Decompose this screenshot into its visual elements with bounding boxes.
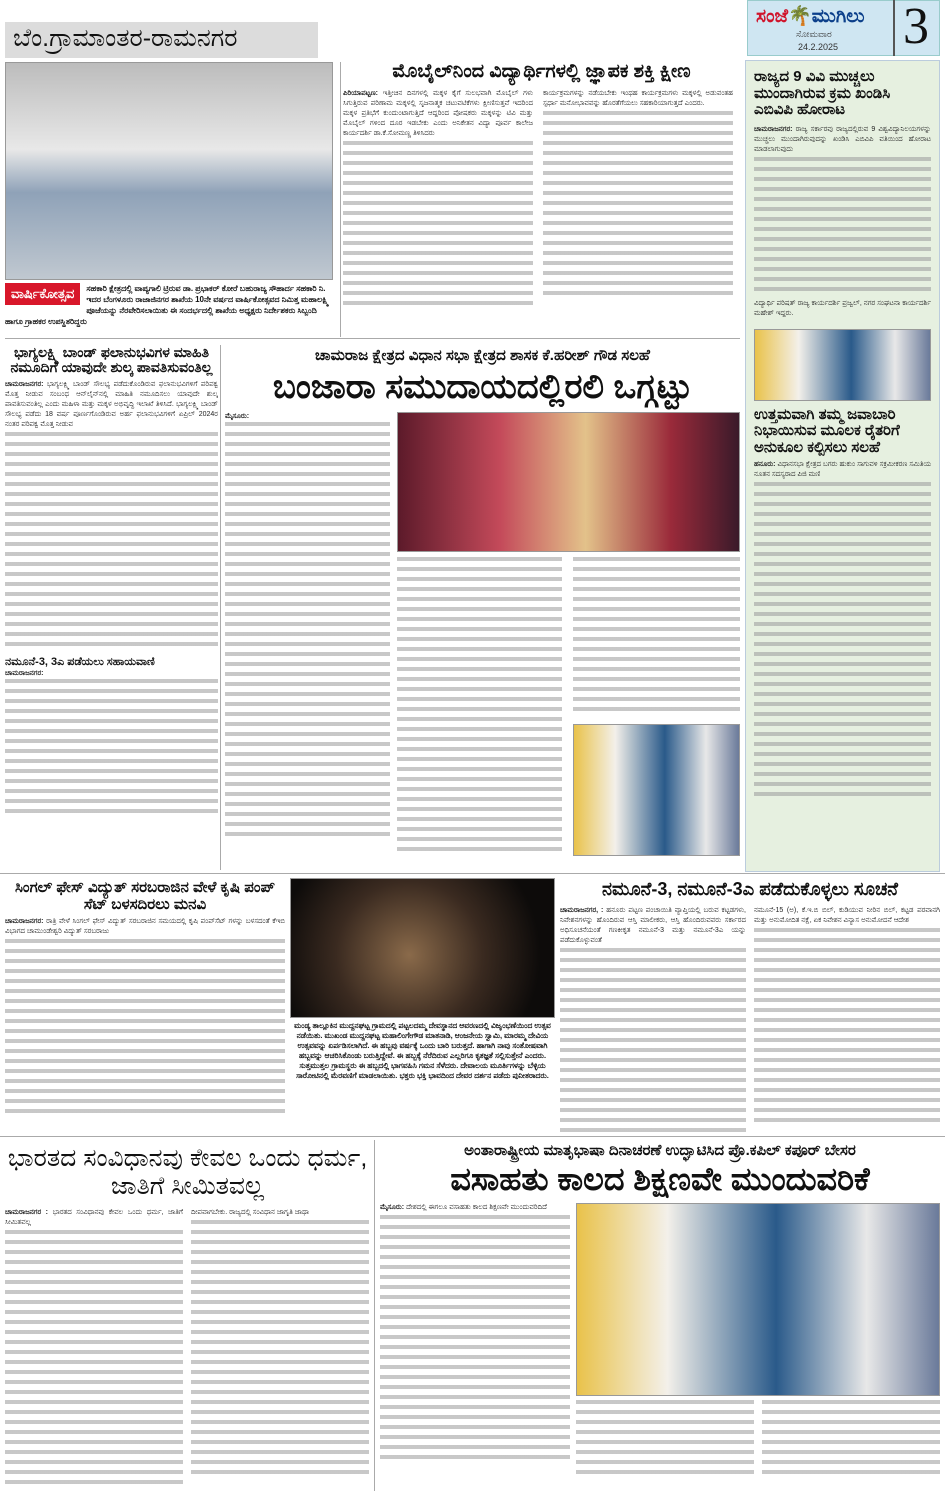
issue-date: 24.2.2025 (798, 42, 839, 52)
subheading: ನಮೂನೆ-3, 3ಎ ಪಡೆಯಲು ಸಹಾಯವಾಣಿ (5, 655, 155, 668)
tail-text: ವಿದ್ಯಾರ್ಥಿ ಪರಿಷತ್ ರಾಜ್ಯ ಕಾರ್ಯದರ್ಶಿ ಪ್ರಜ್ವಲ್, ನಗರ ಸಂಘಟನಾ ಕಾರ್ಯದರ್ಶಿ ಮಹೇಶ್ ಇದ್ದರು. (754, 299, 931, 317)
lead-text: ದೇಶದಲ್ಲಿ ಈಗಲೂ ವಸಾಹತು ಕಾಲದ ಶಿಕ್ಷಣವೇ ಮುಂದುವರಿದಿದೆ (406, 1203, 547, 1211)
body-text (343, 141, 533, 311)
section-title: ಬೆಂ.ಗ್ರಾಮಾಂತರ-ರಾಮನಗರ (5, 22, 318, 58)
festival-photo (290, 878, 555, 1018)
article-colonial-education (380, 1143, 940, 1489)
dateline: ಮೈಸೂರು: (225, 412, 250, 420)
lead-text: ವಿಧಾನಸಭಾ ಕ್ಷೇತ್ರದ ಬಗರು ಹುಕುಂ ಸಾಗುವಳಿ ಸಕ್ರಮೀಕರಣ ಸಮಿತಿಯ ನೂತನ ಸದಸ್ಯರಾದ ಪಿಜಿ ಮಣಿ (754, 461, 931, 478)
dateline: ಮೈಸೂರು: (380, 1203, 405, 1211)
dateline: ಪಿರಿಯಾಪಟ್ಟಣ: (343, 89, 379, 97)
headline: ಭಾಗ್ಯಲಕ್ಷ್ಮಿ ಬಾಂಡ್ ಫಲಾನುಭವಿಗಳ ಮಾಹಿತಿ ನಮೂದಿಗೆ ಯಾವುದೇ ಶುಲ್ಕ ಪಾವತಿಸುವಂತಿಲ್ಲ (10, 345, 213, 376)
body-text (5, 432, 218, 652)
lamp-lighting-photo (576, 1203, 940, 1396)
kicker: ಚಾಮರಾಜ ಕ್ಷೇತ್ರದ ವಿಧಾನ ಸಭಾ ಕ್ಷೇತ್ರದ ಶಾಸಕ ಕೆ.ಹರೀಶ್ ಗೌಡ ಸಲಹೆ (315, 348, 650, 364)
lead-text: ರಾಜ್ಯ ಸರ್ಕಾರವು ರಾಜ್ಯದಲ್ಲಿರುವ 9 ವಿಶ್ವವಿದ್ಯಾನಿಲಯಗಳನ್ನು ಮುಚ್ಚಲು ಮುಂದಾಗಿರುವುದನ್ನು ಖಂಡಿಸಿ ಎಬಿವಿಪಿ ವತಿಯಿಂದ ಹೋರಾಟ ಮಾಡಲಾಗುವುದು (754, 125, 932, 153)
body-text (5, 939, 285, 1119)
article-constitution: ಭಾರತದ ಸಂವಿಧಾನವು ಕೇವಲ ಒಂದು ಧರ್ಮ, ಜಾತಿಗೆ ಸೀಮಿತವಲ್ಲ ಚಾಮರಾಜನಗರ : ಭಾರತದ ಸಂವಿಧಾನವು ಕೇವಲ ಒಂದು ಧರ್ಮ, ಜಾತಿಗೆ ಸೀಮಿತವಲ್ಲ ದೀಪವಾಗಬೇಕು. ರಾಜ್ಯದಲ್ಲಿ ಸಂವಿಧಾನ ಜಾಗೃತಿ ಜಾಥಾ (5, 1145, 370, 1490)
body-text (5, 679, 218, 819)
students-photo (754, 329, 931, 401)
headline: ಮೊಬೈಲ್‌ನಿಂದ ವಿದ್ಯಾರ್ಥಿಗಳಲ್ಲಿ ಜ್ಞಾಪಕ ಶಕ್ತಿ ಕ್ಷೀಣ (392, 61, 691, 82)
masthead (747, 0, 940, 56)
headline: ರಾಜ್ಯದ 9 ವಿವಿ ಮುಚ್ಚಲು ಮುಂದಾಗಿರುವ ಕ್ರಮ ಖಂಡಿಸಿ ಎಬಿವಿಪಿ ಹೋರಾಟ (754, 68, 891, 118)
lead-text: ರಾತ್ರಿ ವೇಳೆ ಸಿಂಗಲ್ ಫೇಸ್ ವಿದ್ಯುತ್ ಸರಬರಾಜಿನ ಸಮಯದಲ್ಲಿ ಕೃಷಿ ಪಂಪ್‌ಸೆಟ್ ಗಳನ್ನು ಬಳಸದಂತೆ ಕೆಇಬಿ ವಿಭಾಗದ ಚಾಮುಂಡೇಶ್ವರಿ ವಿದ್ಯುತ್ ಸರಬರಾಜು (5, 918, 285, 935)
body-text (762, 1400, 940, 1478)
lead-text: ಭಾಗ್ಯಲಕ್ಷ್ಮಿ ಬಾಂಡ್ ಸೌಲಭ್ಯ ಪಡೆದುಕೊಂಡಿರುವ ಫಲಾನುಭವಿಗಳಿಗೆ ಪರಿಪಕ್ವ ಮೊತ್ತ ನೀಡುವ ಸಂಬಂಧ ಆನ್‌ಲೈನ್‌ನಲ್ಲಿ ಮಾಹಿತಿ ನಮೂದಿಸಲು ಯಾವುದೇ ಶುಲ್ಕ ಪಾವತಿಸುವಂತಿಲ್ಲ ಎಂದು ಮಹಿಳಾ ಮತ್ತು ಮಕ್ಕಳ ಅಭಿವೃದ್ಧಿ ಇಲಾಖೆ ತಿಳಿಸಿದೆ. ಭಾಗ್ಯಲಕ್ಷ್ಮಿ ಬಾಂಡ್ ಸೌಲಭ್ಯ ಪಡೆದು 18 ವರ್ಷ ಪೂರ್ಣಗೊಂಡಿರುವ ಅರ್ಹ ಫಲಾನುಭವಿಗಳಿಗೆ ಏಪ್ರಿಲ್ 2024ರ ನಂತರ ಪರಿಪಕ್ವ ಮೊತ್ತ ನೀಡುವ (5, 380, 218, 428)
anniversary-caption: ಸಹಕಾರಿ ಕ್ಷೇತ್ರದಲ್ಲಿ ವಾಪ್ಯಗಾಲಿ ಟ್ರಿರುವ ಡಾ. ಪ್ರಭಾಕರ್ ಕೋರೆ ಬಹುರಾಜ್ಯ ಸೌಹಾರ್ದ ಸಹಕಾರಿ ನಿ. ಇದರ ಬೆಂಗಳೂರು ರಾಜಾಜಿನಗರ ಶಾಖೆಯ 10ನೇ ವರ್ಷದ ವಾರ್ಷಿಕೋತ್ಸವದ ನಿಮಿತ್ತ ಮಹಾಲಕ್ಷ್ಮಿ ಪೂಜೆಯನ್ನು ನೆರವೇರಿಸಲಾಯಿತು ಈ ಸಂದರ್ಭದಲ್ಲಿ ಶಾಖೆಯ ಅಧ್ಯಕ್ಷರು ನಿರ್ದೇಶಕರು ಸಿಬ್ಬಂದಿ ಹಾಗೂ ಗ್ರಾಹಕರ ಉಪಸ್ಥಿತರಿದ್ದರು (5, 284, 329, 326)
lead-text: ಇತ್ತೀಚಿನ ದಿನಗಳಲ್ಲಿ ಮಕ್ಕಳ ಕೈಗೆ ಸುಲಭವಾಗಿ ಮೊಬೈಲ್ ಗಳು ಸಿಗುತ್ತಿರುವ ಪರಿಣಾಮ ಮಕ್ಕಳಲ್ಲಿ ಸೃಜನಾತ್ಮಕ ಚಟುವಟಿಕೆಗಳು ಕ್ಷೀಣಿಸುತ್ತವೆ ಇದರಿಂದ ಮಕ್ಕಳ ಪ್ರತಿಭೆಗೆ ಕುಂದುಂಟಾಗುತ್ತಿದೆ ಆದ್ದರಿಂದ ಪೋಷಕರು ಮಕ್ಕಳನ್ನು ಟಿವಿ ಮತ್ತು ಮೊಬೈಲ್ ಗಳಿಂದ ದೂರ ಇಡಬೇಕು ಎಂದು ಅನಿಕೇತನ ವಿದ್ಯಾ ಪೂರ್ವ ಕಾಲೇಜ ಕಾರ್ಯದರ್ಶಿ ಡಾ.ಕೆ.ಸೋಮಣ್ಣ ತಿಳಿಸಿದರು (343, 89, 533, 137)
anniversary-photo (5, 62, 333, 280)
article-banjara (225, 348, 740, 870)
body-text (754, 482, 931, 802)
page-number: 3 (893, 0, 929, 56)
lead-text: ಹನೂರು ಪಟ್ಟಣ ಪಂಚಾಯಿತಿ ವ್ಯಾಪ್ತಿಯಲ್ಲಿ ಬರುವ ಕಟ್ಟಡಗಳು, ನಿವೇಶನಗಳನ್ನು ಹೊಂದಿರುವ ಆಸ್ತಿ ಮಾಲೀಕರು, ಆಸ್ತಿ ಹೊಂದಿರುವವರು ಸರ್ಕಾರದ ಅಧಿಸೂಚನೆಯಂತೆ ಗಣಕೀಕೃತ ನಮೂನೆ-3 ಮತ್ತು ನಮೂನೆ-3ಎ ಯನ್ನು ಪಡೆದುಕೊಳ್ಳುವಂತೆ (560, 906, 746, 944)
anniversary-caption-block (5, 283, 333, 327)
body-text (543, 111, 733, 301)
sidebar: ರಾಜ್ಯದ 9 ವಿವಿ ಮುಚ್ಚಲು ಮುಂದಾಗಿರುವ ಕ್ರಮ ಖಂಡಿಸಿ ಎಬಿವಿಪಿ ಹೋರಾಟ ಚಾಮರಾಜನಗರ: ರಾಜ್ಯ ಸರ್ಕಾರವು ರಾಜ್ಯದಲ್ಲಿರುವ 9 ವಿಶ್ವವಿದ್ಯಾನಿಲಯಗಳನ್ನು ಮುಚ್ಚಲು ಮುಂದಾಗಿರುವುದನ್ನು ಖಂಡಿಸಿ ಎಬಿವಿಪಿ ವತಿಯಿಂದ ಹೋರಾಟ ಮಾಡಲಾಗುವುದು ವಿದ್ಯಾರ್ಥಿ ಪರಿಷತ್ ರಾಜ್ಯ ಕಾರ್ಯದರ್ಶಿ ಪ್ರಜ್ವಲ್, ನಗರ ಸಂಘಟನಾ ಕಾರ್ಯದರ್ಶಿ ಮಹೇಶ್ ಇದ್ದರು. ಉತ್ತಮವಾಗಿ ತಮ್ಮ ಜವಾಬಾರಿ ನಿಭಾಯಿಸುವ ಮೂಲಕ ರೈತರಿಗೆ ಅನುಕೂಲ ಕಲ್ಪಿಸಲು ಸಲಹೆ ಹನೂರು: ವಿಧಾನಸಭಾ ಕ್ಷೇತ್ರದ ಬಗರು ಹುಕುಂ ಸಾಗುವಳಿ ಸಕ್ರಮೀಕರಣ ಸಮಿತಿಯ ನೂತನ ಸದಸ್ಯರಾದ ಪಿಜಿ ಮಣಿ (745, 60, 940, 872)
lead-text-2: ನಮೂನೆ-15 (ಅ), ಕೆ.ಇ.ಬಿ ಬಿಲ್, ಕುಡಿಯುವ ನೀರಿನ ಬಿಲ್, ಕಟ್ಟಡ ಪರವಾನಗಿ ಮತ್ತು ಅನುಮೋದಿತ ನಕ್ಷೆ, ಏಕ ನಿವೇಶನ ವಿನ್ಯಾಸ ಅನುಮೋದನೆ ಆದೇಶ (754, 906, 940, 924)
headline: ಭಾರತದ ಸಂವಿಧಾನವು ಕೇವಲ ಒಂದು ಧರ್ಮ, ಜಾತಿಗೆ ಸೀಮಿತವಲ್ಲ (7, 1144, 368, 1200)
body-text (380, 1215, 570, 1465)
body-text (754, 157, 931, 297)
body-text (576, 1400, 754, 1478)
article-bhagyalakshmi: ಭಾಗ್ಯಲಕ್ಷ್ಮಿ ಬಾಂಡ್ ಫಲಾನುಭವಿಗಳ ಮಾಹಿತಿ ನಮೂದಿಗೆ ಯಾವುದೇ ಶುಲ್ಕ ಪಾವತಿಸುವಂತಿಲ್ಲ ಚಾಮರಾಜನಗರ: ಭಾಗ್ಯಲಕ್ಷ್ಮಿ ಬಾಂಡ್ ಸೌಲಭ್ಯ ಪಡೆದುಕೊಂಡಿರುವ ಫಲಾನುಭವಿಗಳಿಗೆ ಪರಿಪಕ್ವ ಮೊತ್ತ ನೀಡುವ ಸಂಬಂಧ ಆನ್‌ಲೈನ್‌ನಲ್ಲಿ ಮಾಹಿತಿ ನಮೂದಿಸಲು ಯಾವುದೇ ಶುಲ್ಕ ಪಾವತಿಸುವಂತಿಲ್ಲ ಎಂದು ಮಹಿಳಾ ಮತ್ತು ಮಕ್ಕಳ ಅಭಿವೃದ್ಧಿ ಇಲಾಖೆ ತಿಳಿಸಿದೆ. ಭಾಗ್ಯಲಕ್ಷ್ಮಿ ಬಾಂಡ್ ಸೌಲಭ್ಯ ಪಡೆದು 18 ವರ್ಷ ಪೂರ್ಣಗೊಂಡಿರುವ ಅರ್ಹ ಫಲಾನುಭವಿಗಳಿಗೆ ಏಪ್ರಿಲ್ 2024ರ ನಂತರ ಪರಿಪಕ್ವ ಮೊತ್ತ ನೀಡುವ ನಮೂನೆ-3, 3ಎ ಪಡೆಯಲು ಸಹಾಯವಾಣಿ ಚಾಮರಾಜನಗರ: (5, 345, 218, 870)
anniversary-label: ವಾರ್ಷಿಕೋತ್ಸವ (5, 283, 80, 305)
festival-caption: ಮಂಡ್ಯ ತಾಲ್ಲೂಕಿನ ಮುದ್ದನಘಟ್ಟ ಗ್ರಾಮದಲ್ಲಿ ಪಟ್ಟಲದಮ್ಮ ದೇವಸ್ಥಾನದ ಆವರಣದಲ್ಲಿ ವಿಜೃಂಭಣೆಯಿಂದ ಉತ್ಸವ ನಡೆಯಿತು. ಮುಖಂಡ ಮುದ್ದನಘಟ್ಟ ಮಹಾಲಿಂಗೇಗೌಡ ಮಾತನಾಡಿ, ಆಂಜನೇಯ ಸ್ವಾಮಿ, ಮಾರಮ್ಮ ದೇವಿಯ ಉತ್ಸವವನ್ನು ಏರ್ಪಡಿಸಲಾಗಿದೆ. ಈ ಹಬ್ಬವು ವರ್ಷಕ್ಕೆ ಒಂದು ಬಾರಿ ಬರುತ್ತದೆ. ಹಾಗಾಗಿ ನಾವು ಸಂತೋಷವಾಗಿ ಹಬ್ಬವನ್ನು ಆಚರಿಸಿಕೊಂಡು ಬರುತ್ತಿದ್ದೇವೆ. ಈ ಹಬ್ಬಕ್ಕೆ ನೆರೆದಿರುವ ಎಲ್ಲರಿಗೂ ಕೃತಜ್ಞತೆ ಸಲ್ಲಿಸುತ್ತೇನೆ ಎಂದರು. ಸುತ್ತಮುತ್ತಲ ಗ್ರಾಮಸ್ಥರು ಈ ಹಬ್ಬದಲ್ಲಿ ಭಾಗವಹಿಸಿ ಗಮನ ಸೆಳೆದರು. ದೇವಾಲಯ ಮೂರ್ತಿಗಳನ್ನು ಬೆಳ್ಳಿಯ ಸಾರೋಟಿನಲ್ಲಿ ಮೆರವಣಿಗೆ ಮಾಡಲಾಯಿತು. ಭಕ್ತರು ಭಕ್ತಿ ಭಾವದಿಂದ ದೇವರ ದರ್ಶನ ಪಡೆದು ಪುನೀತರಾದರು. (294, 1021, 551, 1080)
article-form3: ನಮೂನೆ-3, ನಮೂನೆ-3ಎ ಪಡೆದುಕೊಳ್ಳಲು ಸೂಚನೆ ಚಾಮರಾಜನಗರ, : ಹನೂರು ಪಟ್ಟಣ ಪಂಚಾಯಿತಿ ವ್ಯಾಪ್ತಿಯಲ್ಲಿ ಬರುವ ಕಟ್ಟಡಗಳು, ನಿವೇಶನಗಳನ್ನು ಹೊಂದಿರುವ ಆಸ್ತಿ ಮಾಲೀಕರು, ಆಸ್ತಿ ಹೊಂದಿರುವವರು ಸರ್ಕಾರದ ಅಧಿಸೂಚನೆಯಂತೆ ಗಣಕೀಕೃತ ನಮೂನೆ-3 ಮತ್ತು ನಮೂನೆ-3ಎ ಯನ್ನು ಪಡೆದುಕೊಳ್ಳುವಂತೆ ನಮೂನೆ-15 (ಅ), ಕೆ.ಇ.ಬಿ ಬಿಲ್, ಕುಡಿಯುವ ನೀರಿನ ಬಿಲ್, ಕಟ್ಟಡ ಪರವಾನಗಿ ಮತ್ತು ಅನುಮೋದಿತ ನಕ್ಷೆ, ಏಕ ನಿವೇಶನ ವಿನ್ಯಾಸ ಅನುಮೋದನೆ ಆದೇಶ (560, 880, 940, 1132)
body-text (397, 557, 562, 857)
newspaper-logo: ಸಂಜೆ🌴ಮುಗಿಲು (756, 6, 865, 27)
banjara-event-photo (397, 412, 740, 552)
kicker: ಅಂತಾರಾಷ್ಟ್ರೀಯ ಮಾತೃಭಾಷಾ ದಿನಾಚರಣೆ ಉದ್ಘಾಟಿಸಿದ ಪ್ರೊ.ಕಪಿಲ್ ಕಪೂರ್ ಬೇಸರ (464, 1143, 856, 1159)
headline: ನಮೂನೆ-3, ನಮೂನೆ-3ಎ ಪಡೆದುಕೊಳ್ಳಲು ಸೂಚನೆ (602, 880, 898, 899)
headline: ವಸಾಹತು ಕಾಲದ ಶಿಕ್ಷಣವೇ ಮುಂದುವರಿಕೆ (450, 1160, 870, 1197)
body-text (225, 422, 390, 842)
body-text (573, 557, 740, 717)
headline: ಬಂಜಾರಾ ಸಮುದಾಯದಲ್ಲಿರಲಿ ಒಗ್ಗಟ್ಟು (272, 367, 693, 406)
issue-day: ಸೋಮವಾರ (796, 29, 832, 39)
lead-text: ಭಾರತದ ಸಂವಿಧಾನವು ಕೇವಲ ಒಂದು ಧರ್ಮ, ಜಾತಿಗೆ ಸೀಮಿತವಲ್ಲ (5, 1209, 183, 1226)
palm-icon: 🌴 (788, 6, 812, 27)
article-mobile (343, 62, 740, 311)
article-single-phase: ಸಿಂಗಲ್ ಫೇಸ್ ವಿದ್ಯುತ್ ಸರಬರಾಜಿನ ವೇಳೆ ಕೃಷಿ ಪಂಪ್ ಸೆಟ್ ಬಳಸದಿರಲು ಮನವಿ ಚಾಮರಾಜನಗರ: ರಾತ್ರಿ ವೇಳೆ ಸಿಂಗಲ್ ಫೇಸ್ ವಿದ್ಯುತ್ ಸರಬರಾಜಿನ ಸಮಯದಲ್ಲಿ ಕೃಷಿ ಪಂಪ್‌ಸೆಟ್ ಗಳನ್ನು ಬಳಸದಂತೆ ಕೆಇಬಿ ವಿಭಾಗದ ಚಾಮುಂಡೇಶ್ವರಿ ವಿದ್ಯುತ್ ಸರಬರಾಜು (5, 880, 285, 1132)
meeting-photo (573, 724, 740, 856)
lead-text-2: ಕಾರ್ಯಕ್ರಮಗಳನ್ನು ನಡೆಯಬೇಕು ಇಂಥಹ ಕಾರ್ಯಕ್ರಮಗಳು ಮಕ್ಕಳಲ್ಲಿ ಅಡುವಂತಹ ಸ್ಪರ್ಧಾ ಮನೋಭಾವವನ್ನು ಹೊರತೆಗೆಯಲು ಸಹಕಾರಿಯಾಗುತ್ತದೆ ಎಂದರು. (543, 89, 733, 107)
lead-text-2: ದೀಪವಾಗಬೇಕು. ರಾಜ್ಯದಲ್ಲಿ ಸಂವಿಧಾನ ಜಾಗೃತಿ ಜಾಥಾ (191, 1209, 309, 1216)
headline: ಸಿಂಗಲ್ ಫೇಸ್ ವಿದ್ಯುತ್ ಸರಬರಾಜಿನ ವೇಳೆ ಕೃಷಿ ಪಂಪ್ ಸೆಟ್ ಬಳಸದಿರಲು ಮನವಿ (14, 880, 276, 913)
headline: ಉತ್ತಮವಾಗಿ ತಮ್ಮ ಜವಾಬಾರಿ ನಿಭಾಯಿಸುವ ಮೂಲಕ ರೈತರಿಗೆ ಅನುಕೂಲ ಕಲ್ಪಿಸಲು ಸಲಹೆ (754, 405, 900, 456)
